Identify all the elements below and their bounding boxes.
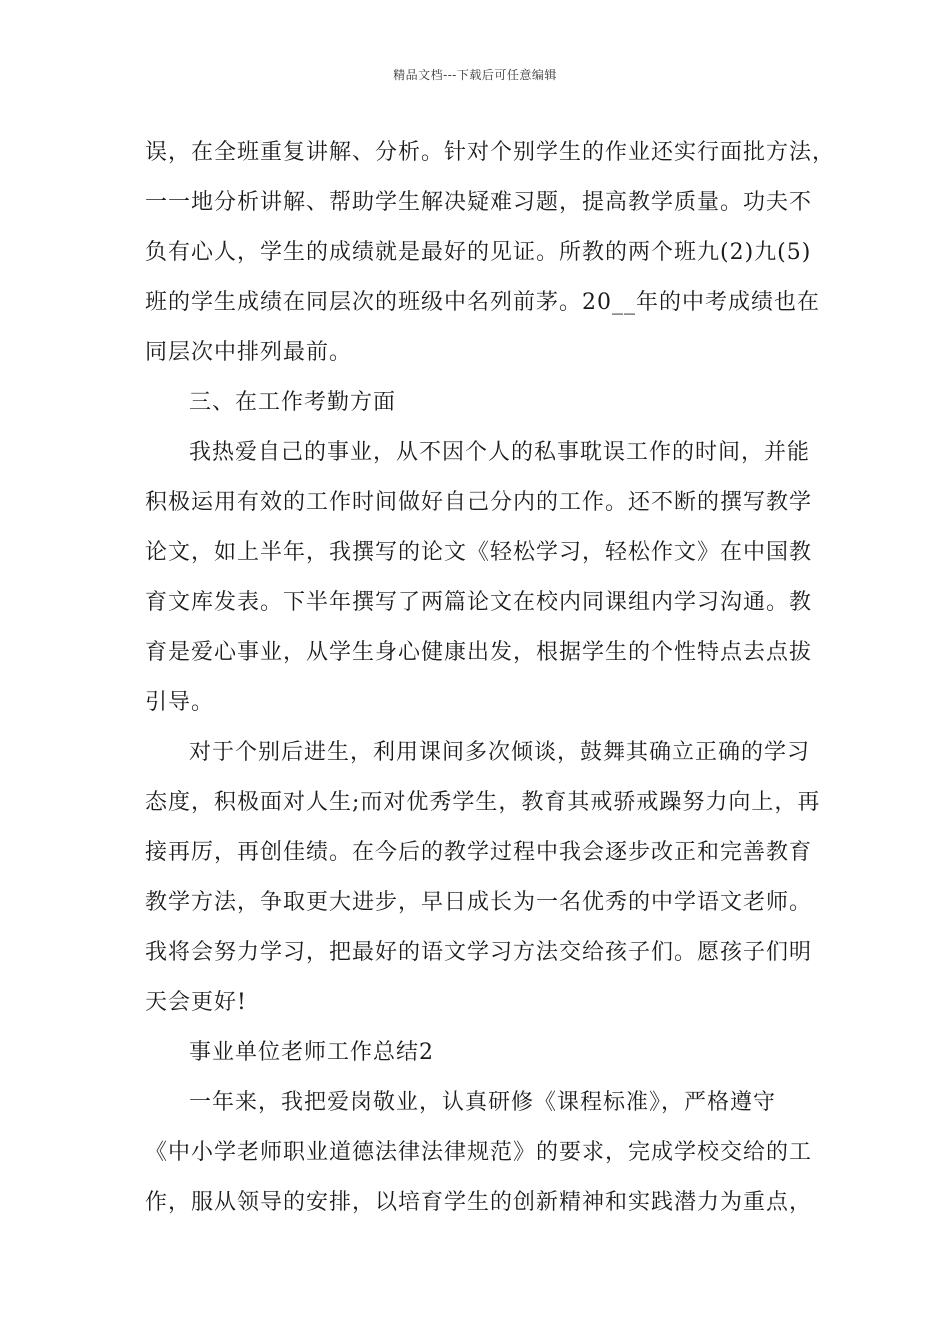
paragraph-start: 一年来，我把爱岗敬业，认真研修《课程标准》，严格遵守 bbox=[189, 1090, 777, 1115]
text-line: 育文库发表。下半年撰写了两篇论文在校内同课组内学习沟通。教 bbox=[145, 590, 813, 615]
text-line: 论文，如上半年，我撰写的论文《轻松学习，轻松作文》在中国教 bbox=[145, 540, 813, 565]
text-line: 态度，积极面对人生;而对优秀学生，教育其戒骄戒躁努力向上，再 bbox=[145, 790, 821, 815]
text-line: 我将会努力学习，把最好的语文学习方法交给孩子们。愿孩子们明 bbox=[145, 940, 813, 965]
text-line: 同层次中排列最前。 bbox=[145, 340, 353, 365]
text-line: 育是爱心事业，从学生身心健康出发，根据学生的个性特点去点拔 bbox=[145, 640, 813, 665]
text-line: 负有心人，学生的成绩就是最好的见证。所教的两个班九(2)九(5) bbox=[145, 240, 812, 265]
section-title: 事业单位老师工作总结2 bbox=[189, 1040, 434, 1065]
text-line: 班的学生成绩在同层次的班级中名列前茅。20__年的中考成绩也在 bbox=[145, 290, 820, 315]
text-line: 教学方法，争取更大进步，早日成长为一名优秀的中学语文老师。 bbox=[145, 890, 813, 915]
text-line: 接再厉，再创佳绩。在今后的教学过程中我会逐步改正和完善教育 bbox=[145, 840, 813, 865]
text-line: 误，在全班重复讲解、分析。针对个别学生的作业还实行面批方法， bbox=[145, 140, 836, 165]
text-line: 一一地分析讲解、帮助学生解决疑难习题，提高教学质量。功夫不 bbox=[145, 190, 813, 215]
text-line: 引导。 bbox=[145, 690, 215, 715]
page-header: 精品文档---下载后可任意编辑 bbox=[393, 68, 557, 82]
text-line: 天会更好! bbox=[145, 990, 247, 1015]
text-line: 作，服从领导的安排，以培育学生的创新精神和实践潜力为重点， bbox=[145, 1190, 813, 1215]
text-line: 《中小学老师职业道德法律法律规范》的要求，完成学校交给的工 bbox=[145, 1140, 813, 1165]
text-line: 积极运用有效的工作时间做好自己分内的工作。还不断的撰写教学 bbox=[145, 490, 813, 515]
paragraph-start: 对于个别后进生，利用课间多次倾谈，鼓舞其确立正确的学习 bbox=[189, 740, 811, 765]
paragraph-start: 我热爱自己的事业，从不因个人的私事耽误工作的时间，并能 bbox=[189, 440, 811, 465]
document-body bbox=[145, 128, 836, 1228]
section-heading: 三、在工作考勤方面 bbox=[189, 390, 397, 415]
